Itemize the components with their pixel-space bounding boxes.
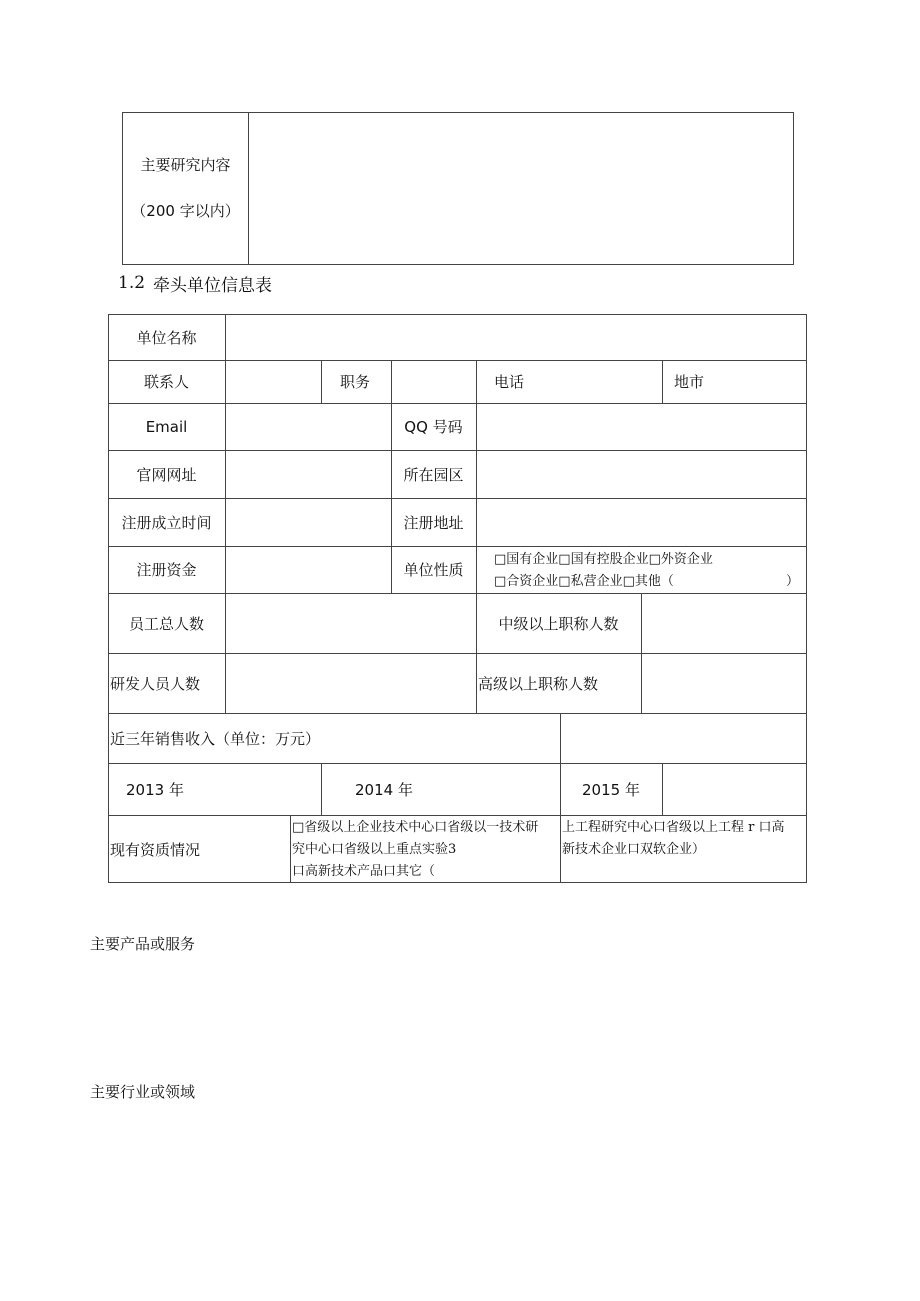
research-content-field[interactable] — [256, 118, 786, 258]
position-label: 职务 — [340, 373, 371, 391]
unit-name-label: 单位名称 — [136, 328, 197, 347]
unit-type-line2-end: ） — [786, 574, 800, 589]
park-label: 所在园区 — [403, 465, 464, 484]
section-title: 牵头单位信息表 — [153, 275, 273, 296]
city-field[interactable] — [740, 360, 804, 403]
research-label-line1: 主要研究内容 — [140, 155, 231, 174]
col-line — [662, 763, 663, 815]
park-field[interactable] — [482, 450, 802, 498]
mid-title-label: 中级以上职称人数 — [498, 614, 619, 633]
unit-name-field[interactable] — [232, 314, 802, 360]
senior-title-field[interactable] — [646, 653, 804, 713]
industry-label: 主要行业或领域 — [90, 1083, 196, 1101]
total-staff-label: 员工总人数 — [128, 614, 204, 633]
rd-staff-field[interactable] — [230, 653, 472, 713]
contact-field[interactable] — [230, 360, 318, 403]
sales-field[interactable] — [566, 713, 804, 763]
col-line — [225, 314, 226, 713]
senior-title-label: 高级以上职称人数 — [478, 674, 599, 693]
reg-capital-field[interactable] — [230, 546, 388, 593]
qualification-left-line2: 究中心口省级以上重点实验3 — [292, 842, 457, 857]
website-field[interactable] — [230, 450, 388, 498]
email-label: Email — [145, 417, 188, 436]
qualification-right-line2: 新技术企业口双软企业） — [562, 842, 706, 857]
col-line — [641, 593, 642, 713]
position-field[interactable] — [396, 360, 474, 403]
unit-type-line1: □国有企业□国有控股企业□外资企业 — [494, 552, 713, 567]
rd-staff-label: 研发人员人数 — [110, 674, 201, 693]
city-label: 地市 — [674, 373, 705, 391]
qualification-options-left[interactable] — [292, 817, 558, 881]
reg-date-field[interactable] — [230, 498, 388, 546]
mid-title-field[interactable] — [646, 593, 804, 653]
reg-capital-label: 注册资金 — [136, 561, 197, 579]
email-field[interactable] — [230, 403, 388, 450]
qualification-label: 现有资质情况 — [110, 840, 201, 859]
contact-label: 联系人 — [143, 373, 189, 391]
total-staff-field[interactable] — [230, 593, 472, 653]
year-2015: 2015 年 — [582, 780, 640, 799]
unit-type-label: 单位性质 — [403, 561, 464, 579]
qq-label: QQ 号码 — [404, 418, 463, 436]
year-2013: 2013 年 — [126, 780, 184, 799]
qq-field[interactable] — [482, 403, 802, 450]
col-line — [560, 713, 561, 883]
col-line — [290, 815, 291, 883]
col-line — [321, 360, 322, 403]
sales-label: 近三年销售收入（单位：万元） — [110, 729, 321, 748]
reg-date-label: 注册成立时间 — [121, 513, 212, 532]
research-divider — [248, 112, 249, 265]
unit-type-line2-row — [494, 570, 804, 592]
qualification-right-line1: 上工程研究中心口省级以上工程 r 口高 — [562, 820, 785, 835]
qualification-left-line1: □省级以上企业技术中心口省级以一技术研 — [292, 820, 539, 835]
qualification-left-line3: 口高新技术产品口其它（ — [292, 864, 436, 879]
phone-field[interactable] — [560, 360, 658, 403]
col-line — [321, 763, 322, 815]
phone-label: 电话 — [494, 373, 525, 391]
unit-type-line2: □合资企业□私营企业□其他（ — [494, 574, 674, 589]
reg-address-label: 注册地址 — [403, 513, 464, 532]
qualification-options-right[interactable] — [562, 817, 806, 881]
website-label: 官网网址 — [136, 465, 197, 484]
products-label: 主要产品或服务 — [90, 935, 196, 953]
reg-address-field[interactable] — [482, 498, 802, 546]
year-2014: 2014 年 — [355, 780, 413, 799]
col-line — [662, 360, 663, 403]
unit-type-options[interactable] — [494, 548, 804, 592]
section-heading — [118, 270, 272, 296]
section-number: 1.2 — [118, 273, 146, 293]
research-label-line2: （200 字以内） — [131, 201, 240, 220]
col-line — [476, 360, 477, 713]
